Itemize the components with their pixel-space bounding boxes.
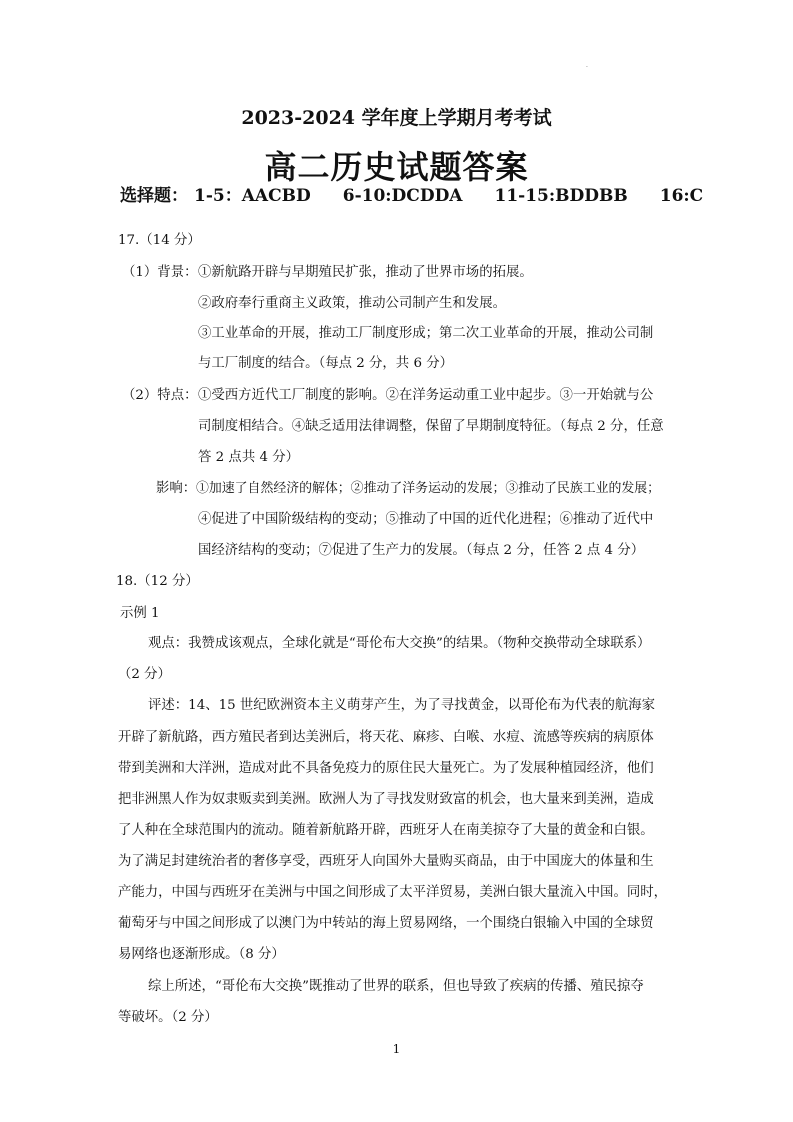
q18-review-line: 把非洲黑人作为奴隶贩卖到美洲。欧洲人为了寻找发财致富的机会，也大量来到美洲，造成 (118, 792, 654, 807)
q17-part1-line: ②政府奉行重商主义政策，推动公司制产生和发展。 (198, 296, 506, 311)
q18-review-line: 开辟了新航路，西方殖民者到达美洲后，将天花、麻疹、白喉、水痘、流感等疾病的病原体 (118, 730, 654, 745)
q18-review-line: 易网络也逐渐形成。（8 分） (118, 947, 285, 962)
q17-part2-line: ①受西方近代工厂制度的影响。②在洋务运动重工业中起步。③一开始就与公 (198, 388, 654, 403)
choice-label: 选择题： (120, 186, 188, 206)
q18-conclusion-line: 等破坏。（2 分） (118, 1010, 218, 1025)
q17-part1-line: ①新航路开辟与早期殖民扩张，推动了世界市场的拓展。 (198, 265, 533, 280)
q18-review-line: 为了满足封建统治者的奢侈享受，西班牙人向国外大量购买商品，由于中国庞大的体量和生 (118, 854, 654, 869)
choice-group-3: 11-15:BDDBB (494, 186, 628, 206)
q18-review-line: 带到美洲和大洋洲，造成对此不具备免疫力的原住民大量死亡。为了发展种植园经济，他们 (118, 761, 654, 776)
q17-heading: 17.（14 分） (118, 233, 201, 248)
page-mark: . (586, 62, 588, 69)
q17-impact-line: 国经济结构的变动；⑦促进了生产力的发展。（每点 2 分，任答 2 点 4 分） (198, 543, 645, 558)
choice-answers (120, 181, 735, 206)
q18-example-label: 示例 1 (120, 606, 160, 621)
q18-heading: 18.（12 分） (116, 574, 199, 589)
q17-impact-line: ①加速了自然经济的解体；②推动了洋务运动的发展；③推动了民族工业的发展； (196, 481, 661, 496)
q18-conclusion-line: 综上所述，“哥伦布大交换”既推动了世界的联系，但也导致了疾病的传播、殖民掠夺 (148, 979, 644, 994)
q17-impact-prefix: 影响： (156, 481, 197, 496)
choice-group-1: 1-5：AACBD (194, 186, 311, 206)
q17-impact-line: ④促进了中国阶级结构的变动；⑤推动了中国的近代化进程；⑥推动了近代中 (198, 512, 654, 527)
q18-viewpoint: 观点：我赞成该观点，全球化就是“哥伦布大交换”的结果。（物种交换带动全球联系） (148, 636, 651, 651)
choice-group-2: 6-10:DCDDA (342, 186, 463, 206)
choice-group-4: 16:C (659, 186, 704, 206)
q18-review-line: 产能力，中国与西班牙在美洲与中国之间形成了太平洋贸易，美洲白银大量流入中国。同时， (118, 885, 668, 900)
q17-part1-line: 与工厂制度的结合。（每点 2 分，共 6 分） (198, 356, 454, 371)
q18-viewpoint-score: （2 分） (118, 667, 171, 682)
q17-part2-line: 司制度相结合。④缺乏适用法律调整，保留了早期制度特征。（每点 2 分，任意 (198, 419, 664, 434)
q18-review-line: 了人种在全球范围内的流动。随着新航路开辟，西班牙人在南美掠夺了大量的黄金和白银。 (118, 823, 654, 838)
page-number: 1 (392, 1042, 401, 1056)
exam-title: 2023-2024 学年度上学期月考考试 (241, 107, 552, 129)
q18-review-line: 葡萄牙与中国之间形成了以澳门为中转站的海上贸易网络，一个围绕白银输入中国的全球贸 (118, 916, 654, 931)
q17-part2-line: 答 2 点共 4 分） (198, 450, 300, 465)
q17-part1-line: ③工业革命的开展，推动工厂制度形成；第二次工业革命的开展，推动公司制 (198, 326, 654, 341)
q17-part1-prefix: （1）背景： (122, 265, 198, 280)
q18-review-line: 评述：14、15 世纪欧洲资本主义萌芽产生，为了寻找黄金，以哥伦布为代表的航海家 (148, 698, 656, 713)
subject-title: 高二历史试题答案 (264, 148, 529, 186)
q17-part2-prefix: （2）特点： (122, 388, 198, 403)
